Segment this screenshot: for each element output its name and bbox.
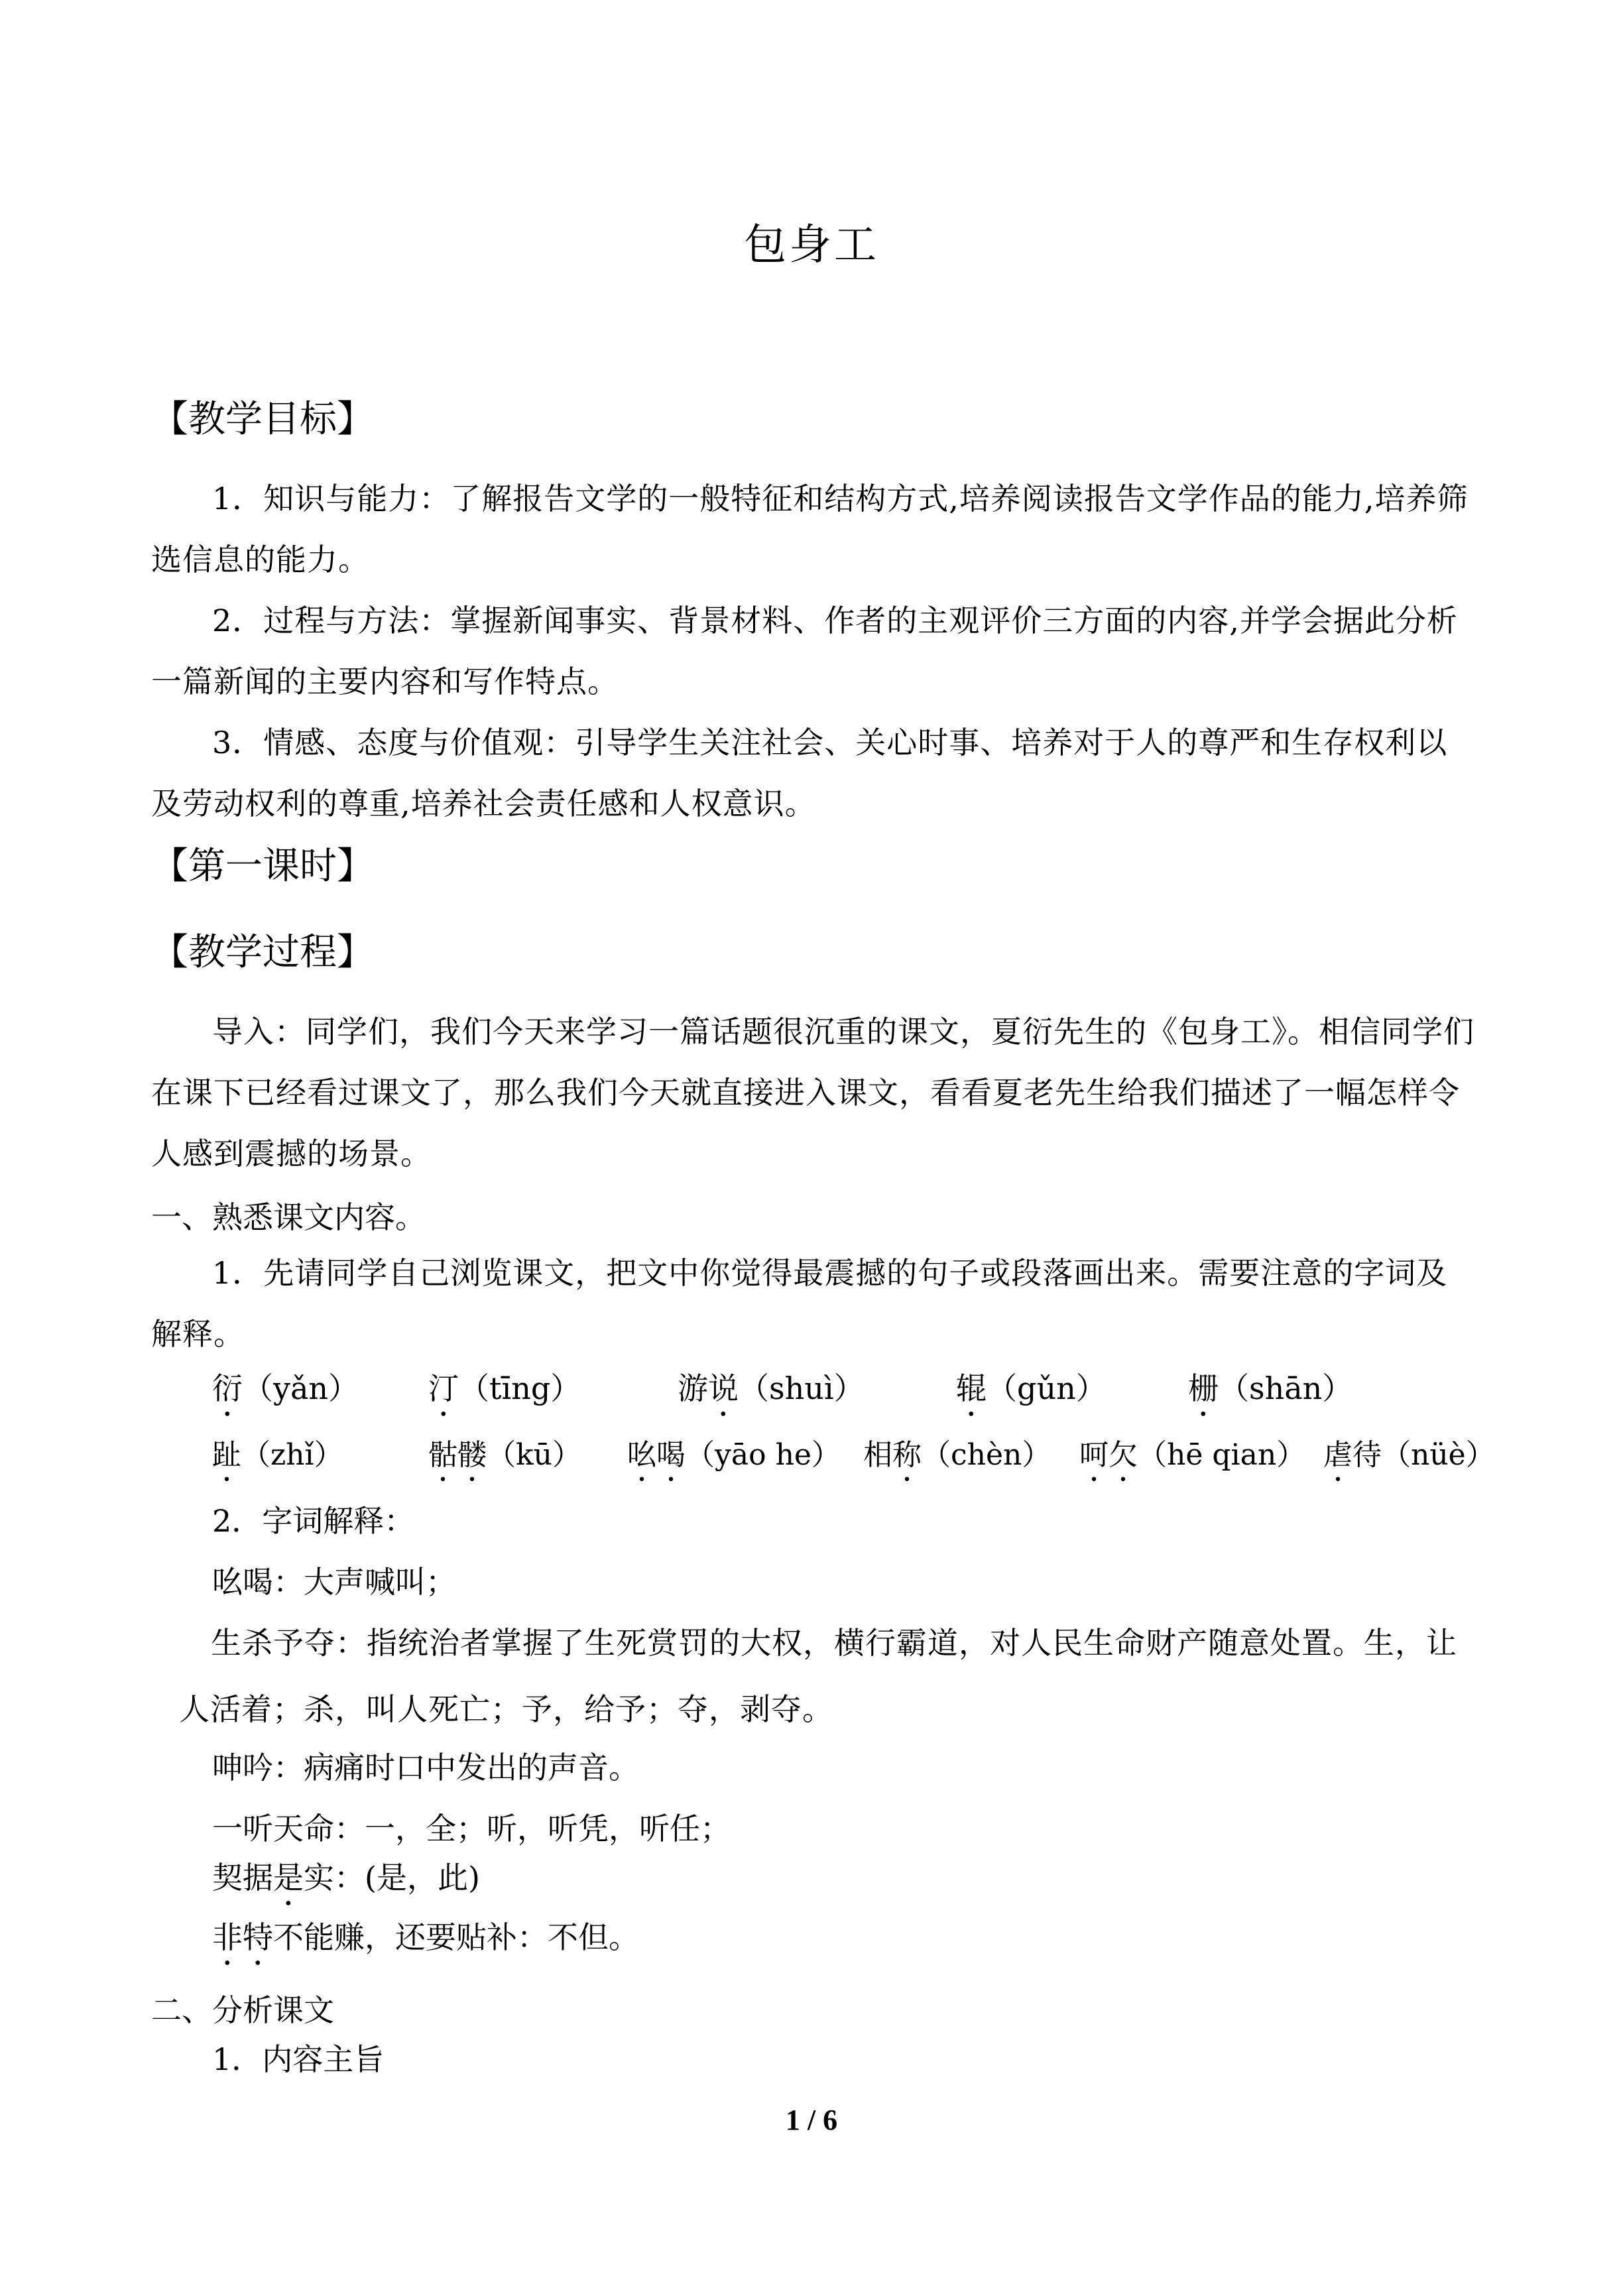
pinyin-item: 汀（tīng） [428,1370,581,1406]
goal-paragraph-3: 3．情感、态度与价值观：引导学生关注社会、关心时事、培养对于人的尊严和生存权利以及劳动权利的尊重,培养社会责任感和人权意识。 [151,725,1448,821]
goal-paragraph-1: 1．知识与能力：了解报告文学的一般特征和结构方式,培养阅读报告文学作品的能力,培养筛选信息的能力。 [151,481,1469,577]
definition-qijushishi: 契据是实：(是，此) [212,1860,480,1896]
pinyin-item: 相称（chèn） [863,1438,1052,1472]
pinyin-item: 虐待（nüè） [1323,1438,1495,1472]
pinyin-item: 辊（gǔn） [956,1370,1107,1406]
step-1-paragraph: 1．先请同学自己浏览课文，把文中你觉得最震撼的句子或段落画出来。需要注意的字词及解释。 [151,1255,1448,1352]
pinyin-row-1 [212,1364,1352,1423]
pinyin-item: 骷髅（kū） [428,1438,581,1472]
document-title: 包身工 [744,221,879,270]
section-1-heading: 一、熟悉课文内容。 [151,1199,426,1235]
pinyin-item: 趾（zhǐ） [212,1438,343,1472]
definition-yaohe: 吆喝：大声喊叫； [212,1564,456,1600]
pinyin-item: 衍（yǎn） [212,1370,359,1406]
pinyin-item: 呵欠（hē qian） [1079,1438,1306,1472]
intro-paragraph: 导入：同学们，我们今天来学习一篇话题很沉重的课文，夏衍先生的《包身工》。相信同学们在课下已经看过课文了，那么我们今天就直接进入课文，看看夏老先生给我们描述了一幅怎样令人感到震撼的场景。 [151,1014,1474,1172]
goal-paragraph-2: 2．过程与方法：掌握新闻事实、背景材料、作者的主观评价三方面的内容,并学会据此分析一篇新闻的主要内容和写作特点。 [151,603,1458,699]
page-number: 1 / 6 [785,2104,838,2136]
pinyin-item: 栅（shān） [1188,1370,1353,1406]
heading-teaching-goals: 【教学目标】 [151,398,374,441]
step-2-label: 2．字词解释： [212,1503,415,1539]
definition-feite: 非特不能赚，还要贴补：不但。 [212,1919,639,1955]
heading-teaching-process: 【教学过程】 [151,931,374,974]
heading-first-lesson: 【第一课时】 [151,845,374,888]
pinyin-row-2 [212,1431,1495,1488]
step-3-label: 1．内容主旨 [212,2041,385,2077]
definition-yitingtianming: 一听天命：一，全；听，听凭，听任； [212,1811,731,1846]
definition-shengshayuduo: 生杀予夺：指统治者掌握了生死赏罚的大权，横行霸道，对人民生命财产随意处置。生，让人活着；杀，叫人死亡；予，给予；夺，剥夺。 [179,1625,1457,1727]
pinyin-item: 吆喝（yāo he） [627,1438,841,1472]
section-2-heading: 二、分析课文 [151,1992,334,2028]
definition-shenyin: 呻吟：病痛时口中发出的声音。 [212,1750,639,1785]
pinyin-item: 游说（shuì） [678,1370,865,1406]
